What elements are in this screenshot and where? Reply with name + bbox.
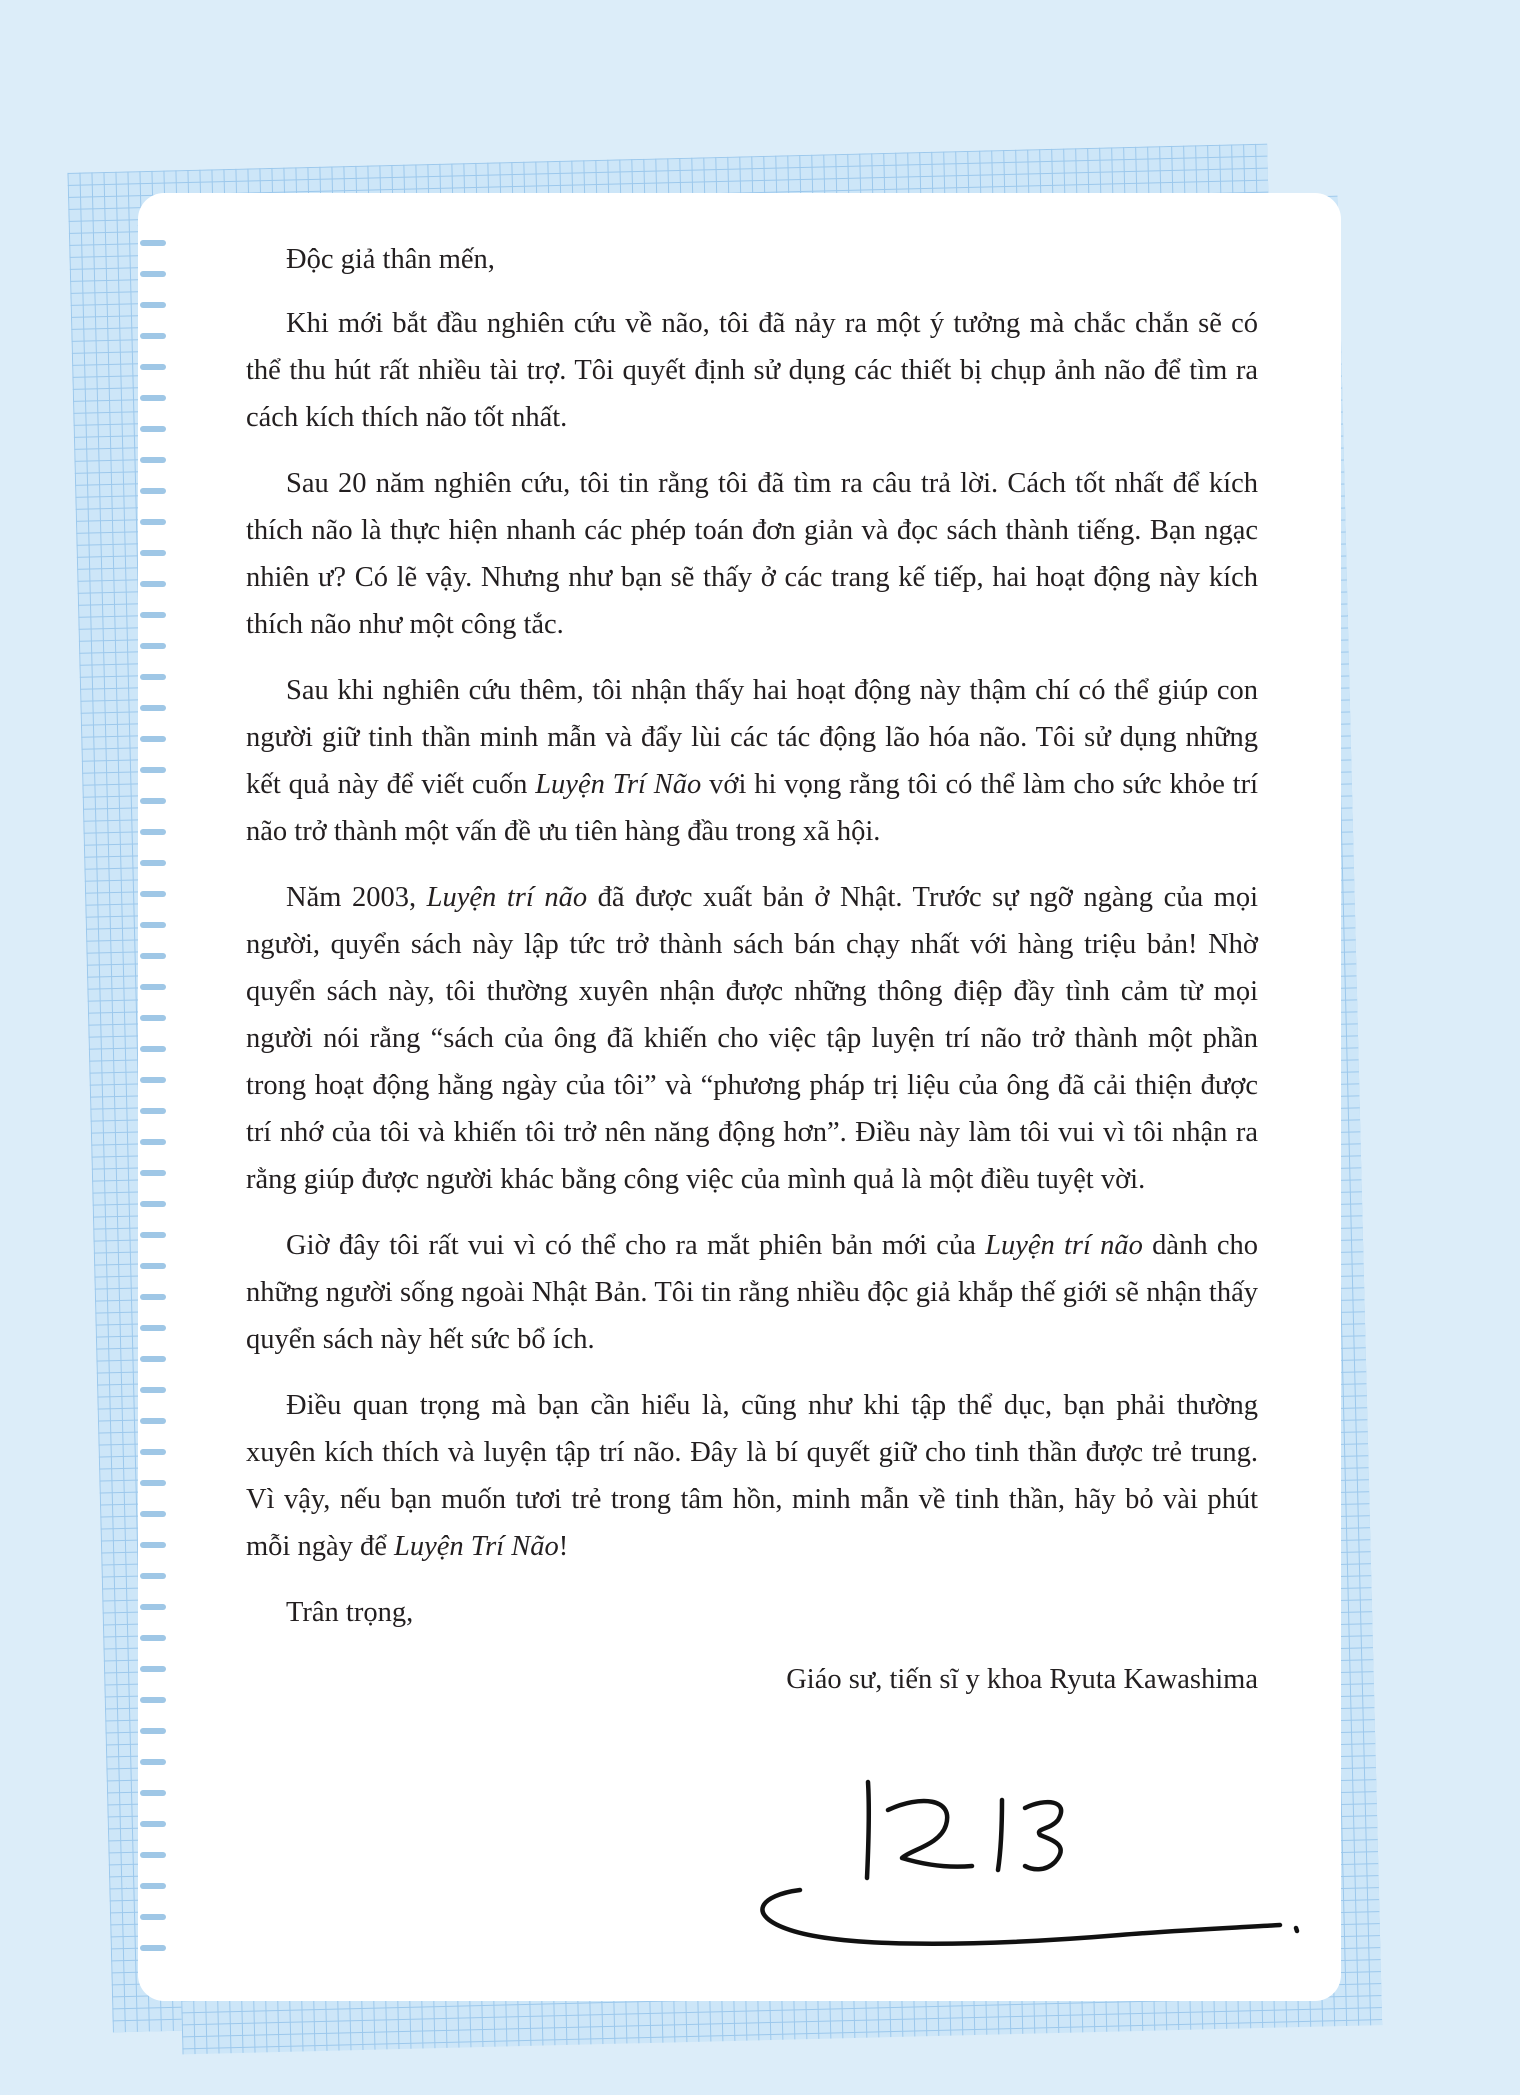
p4-text-after: đã được xuất bản ở Nhật. Trước sự ngỡ ngàng của mọi người, quyển sách này lập tức trở thành sách bán chạy nhất với hàng triệu bản! Nhờ quyển sách này, tôi thường xuyên nhận được những thông điệp đầy tình cảm từ mọi người nói rằng “sách của ông đã khiến cho việc tập luyện trí não trở thành một phần trong hoạt động hằng ngày của tôi” và “phương pháp trị liệu của ông đã cải thiện được trí nhớ của tôi và khiến tôi trở nên năng động hơn”. Điều này làm tôi vui vì tôi nhận ra rằng giúp được người khác bằng công việc của mình quả là một điều tuyệt vời.	[246, 882, 1259, 1195]
book-title: Luyện Trí Não	[535, 769, 702, 800]
binding-ring	[140, 1170, 166, 1176]
letter-body	[246, 236, 1258, 1703]
signature-stroke	[888, 1801, 972, 1867]
p5-text-after: dành cho những người sống ngoài Nhật Bản. Tôi tin rằng nhiều độc giả khắp thế giới sẽ nhận thấy quyển sách này hết sức bổ ích.	[246, 1230, 1258, 1355]
binding-ring	[140, 922, 166, 928]
binding-ring	[140, 1077, 166, 1083]
binding-ring	[140, 519, 166, 525]
binding-ring	[140, 457, 166, 463]
binding-ring	[140, 1821, 166, 1827]
binding-ring	[140, 240, 166, 246]
binding-ring	[140, 302, 166, 308]
letter-paragraph-1: Khi mới bắt đầu nghiên cứu về não, tôi đã nảy ra một ý tưởng mà chắc chắn sẽ có thể thu hút rất nhiều tài trợ. Tôi quyết định sử dụng các thiết bị chụp ảnh não để tìm ra cách kích thích não tốt nhất.	[246, 308, 1258, 433]
letter-paragraph-5	[246, 1222, 1258, 1363]
binding-ring	[140, 364, 166, 370]
binding-ring	[140, 674, 166, 680]
signature-stroke	[1025, 1802, 1061, 1869]
book-title: Luyện Trí Não	[394, 1531, 559, 1562]
binding-ring	[140, 736, 166, 742]
book-title: Luyện trí não	[426, 882, 588, 913]
binding-ring	[140, 1418, 166, 1424]
binding-ring	[140, 1046, 166, 1052]
binding-ring	[140, 891, 166, 897]
binding-ring	[140, 1604, 166, 1610]
signature-stroke	[762, 1890, 1280, 1944]
binding-ring	[140, 1511, 166, 1517]
binding-ring	[140, 1573, 166, 1579]
binding-ring	[140, 1139, 166, 1145]
binding-ring	[140, 1542, 166, 1548]
binding-ring	[140, 705, 166, 711]
binding-ring	[140, 1325, 166, 1331]
letter-paragraph-2: Sau 20 năm nghiên cứu, tôi tin rằng tôi đã tìm ra câu trả lời. Cách tốt nhất để kích thích não là thực hiện nhanh các phép toán đơn giản và đọc sách thành tiếng. Bạn ngạc nhiên ư? Có lẽ vậy. Nhưng như bạn sẽ thấy ở các trang kế tiếp, hai hoạt động này kích thích não như một công tắc.	[246, 468, 1258, 640]
binding-ring	[140, 1728, 166, 1734]
binding-ring	[140, 1666, 166, 1672]
binding-ring	[140, 612, 166, 618]
binding-ring	[140, 1635, 166, 1641]
binding-ring	[140, 550, 166, 556]
binding-ring	[140, 1480, 166, 1486]
binding-ring	[140, 1015, 166, 1021]
p5-text-before: Giờ đây tôi rất vui vì có thể cho ra mắt phiên bản mới của	[286, 1230, 986, 1261]
signature-stroke	[867, 1782, 869, 1878]
binding-ring	[140, 426, 166, 432]
binding-ring	[140, 1232, 166, 1238]
binding-ring	[140, 581, 166, 587]
letter-closing: Trân trọng,	[286, 1597, 414, 1628]
binding-ring	[140, 1883, 166, 1889]
binding-ring	[140, 395, 166, 401]
binding-ring	[140, 1790, 166, 1796]
binding-ring	[140, 1914, 166, 1920]
binding-ring	[140, 1449, 166, 1455]
p4-text-before: Năm 2003,	[286, 882, 427, 913]
binding-ring	[140, 767, 166, 773]
binding-ring	[140, 1697, 166, 1703]
p3-text-before: Sau khi nghiên cứu thêm, tôi nhận thấy hai hoạt động này thậm chí có thể giúp con người giữ tinh thần minh mẫn và đẩy lùi các tác động lão hóa não. Tôi sử dụng những kết quả này để viết cuốn	[246, 675, 1258, 800]
binding-ring	[140, 1263, 166, 1269]
p3-text-after: với hi vọng rằng tôi có thể làm cho sức khỏe trí não trở thành một vấn đề ưu tiên hàng đầu trong xã hội.	[246, 769, 1259, 847]
binding-ring	[140, 829, 166, 835]
binding-ring	[140, 1387, 166, 1393]
binding-ring	[140, 333, 166, 339]
book-title: Luyện trí não	[985, 1230, 1143, 1261]
binding-ring	[140, 984, 166, 990]
notebook-binding	[140, 210, 170, 1990]
binding-ring	[140, 1759, 166, 1765]
p6-text-before: Điều quan trọng mà bạn cần hiểu là, cũng như khi tập thể dục, bạn phải thường xuyên kích thích và luyện tập trí não. Đây là bí quyết giữ cho tinh thần được trẻ trung. Vì vậy, nếu bạn muốn tươi trẻ trong tâm hồn, minh mẫn về tinh thần, hãy bỏ vài phút mỗi ngày để	[246, 1390, 1258, 1562]
binding-ring	[140, 1108, 166, 1114]
letter-paragraph-4	[246, 874, 1258, 1203]
p6-text-after: !	[558, 1531, 569, 1562]
binding-ring	[140, 271, 166, 277]
letter-paragraph-6	[246, 1382, 1258, 1570]
letter-paragraph-3	[246, 667, 1258, 855]
binding-ring	[140, 1356, 166, 1362]
binding-ring	[140, 1294, 166, 1300]
letter-author: Giáo sư, tiến sĩ y khoa Ryuta Kawashima	[786, 1664, 1258, 1695]
binding-ring	[140, 953, 166, 959]
signature-stroke	[998, 1800, 1002, 1870]
binding-ring	[140, 798, 166, 804]
binding-ring	[140, 860, 166, 866]
binding-ring	[140, 1852, 166, 1858]
letter-greeting: Độc giả thân mến,	[286, 244, 495, 275]
binding-ring	[140, 1201, 166, 1207]
signature	[740, 1770, 1320, 1980]
binding-ring	[140, 643, 166, 649]
binding-ring	[140, 488, 166, 494]
signature-stroke	[1296, 1928, 1297, 1931]
binding-ring	[140, 1945, 166, 1951]
